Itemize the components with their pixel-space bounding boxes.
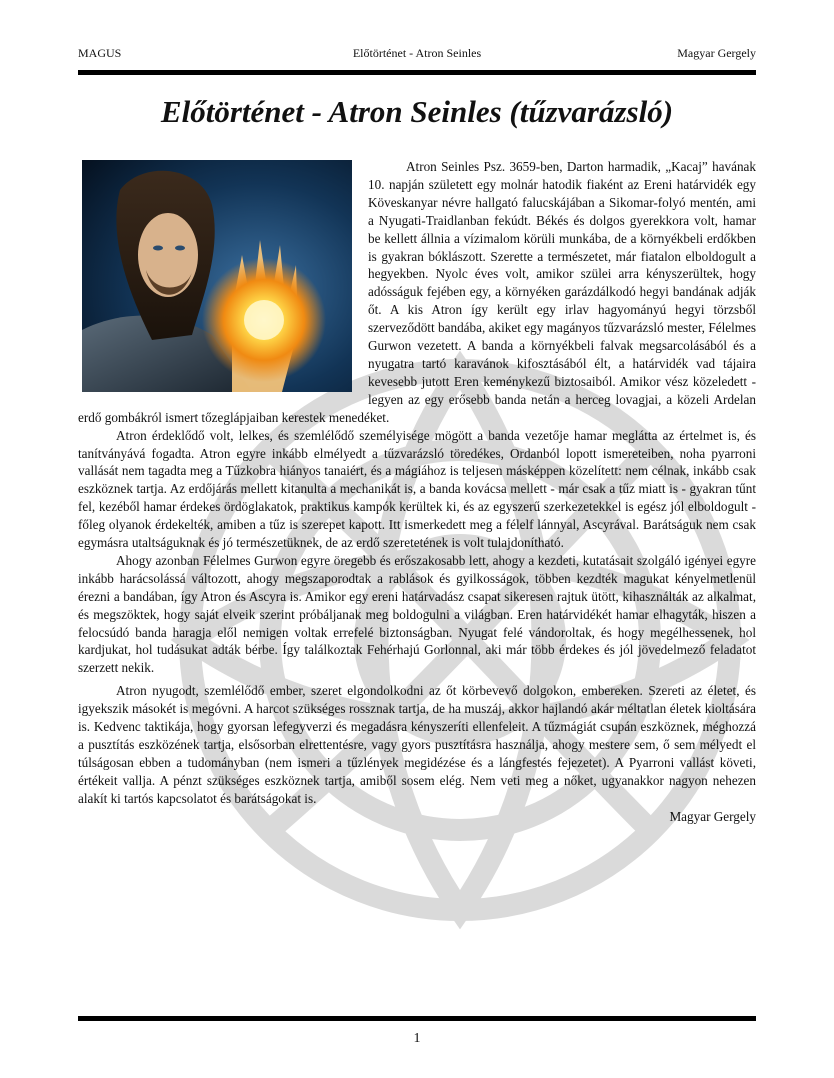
page-title: Előtörténet - Atron Seinles (tűzvarázsló)	[160, 94, 674, 129]
paragraph-3: Ahogy azonban Félelmes Gurwon egyre öregebb és erőszakosabb lett, ahogy a kezdeti, kutatásait szolgáló igényei egyre inkább harácsolássá változott, ahogy megszaporodtak a rablások és gyilkosságok, többen kezdték magukat kényelmetlenül érezni a bandában, így Atron és Ascyra is. Amikor egy ereni határvadász csapat sikeresen rajtuk ütött, kihasználták az alkalmat, és megszöktek, hogy saját elveik szerint próbáljanak meg boldogulni a világban. Eren határvidékét hamar elhagyták, hiszen a felocsúdó banda haragja elől nemigen voltak errefelé biztonságban. Nyugat felé vándoroltak, és hogy megélhessenek, hol kardjukat, hol tudásukat adták bérbe. Így találkoztak Fehérhajú Gorlonnal, aki már több érdekes és jól jövedelmező feladatot szerzett nekik.	[78, 552, 756, 676]
fire-mage-portrait-icon	[82, 160, 352, 392]
paragraph-4: Atron nyugodt, szemlélődő ember, szeret elgondolkodni az őt körbevevő dolgokon, embereken. Szereti az életet, és igyekszik másokét is megóvni. A harcot szükséges rossznak tartja, de ha muszáj, akkor hajlandó akár méltatlan életek kioltására is. Kedvenc taktikája, hogy gyorsan lefegyverzi és megadásra kényszeríti ellenfeleit. A tűzmágiát csupán eszköznek, méghozzá a pusztítás eszközének tartja, elsősorban elrettentésre, vagy gyors pusztításra használja, ahogy mestere sem, ő sem mélyedt el túlságosan ebben a tudományban (nem ismeri a tűzlények megidézése és a lángfestés fejezetet). A Pyarroni vallást követi, értékeit vallja. A pénzt szükséges eszköznek tartja, amiből sosem elég. Nem veti meg a nőket, ugyanakkor nagyon nehezen alakít ki tartós kapcsolatot és barátságokat is.	[78, 683, 756, 806]
header-center-text: Előtörténet - Atron Seinles	[352, 46, 482, 60]
author-signature: Magyar Gergely	[669, 808, 756, 824]
header-right-text: Magyar Gergely	[677, 46, 756, 60]
paragraph-2: Atron érdeklődő volt, lelkes, és szemlélődő személyisége mögött a banda vezetője hamar meglátta az értelmet is, és tanítványává fogadta. Atron egyre inkább elmélyedt a tűzvarázsló töredékes, Ordanból lopott ismereteiben, noha pyarroni vallását nem tagadta meg a Tűzkobra hiányos tanaiért, és a mágiához is teljesen másképpen közelített: nem célnak, inkább csak eszköznek tartja. Az erdőjárás mellett kitanulta a mechanikát is, a banda kovácsa mellett - már csak a tűz miatt is - gyakran tűnt fel, kezéből hamar érdekes ördöglakatok, praktikus kampók kerültek ki, és az egyszerű szerkezetekkel is egész jól elboldogult - főleg olyanok érdekelték, amiben a tűz is szerepet kapott. Itt ismerkedett meg a félelf lánnyal, Ascyrával. Barátságuk nem csak egymásra utaltságuknak és jó természetüknek, de az erdő szeretetének is volt tulajdonítható.	[78, 427, 756, 551]
body-text	[78, 158, 756, 826]
paragraph-1: Atron Seinles Psz. 3659-ben, Darton harmadik, „Kacaj” havának 10. napján született egy molnár hatodik fiaként az Ereni határvidék egy Köveskanyar névre hallgató falucskájában a Sikomar-folyó mentén, ami a Nyugati-Traidlanban fekúdt. Békés és dolgos gyerekkora volt, hamar be kellett állnia a vízimalom körüli munkába, de a környékbeli erdőkben is gyakran bóklászott. Szerette a természetet, már fiatalon elboldogult a hegyekben. Nyolc éves volt, amikor szülei arra kényszerültek, hogy adósságuk fejében egy, a környéken garázdálkodó hegyi bandának adják őt. A kis Atron így került egy irlav hagyományú hegyi törzsből szerveződött bandába, akiket egy magányos tűzvarázsló mester, Félelmes Gurwon vezetett. A banda a környékbeli falvak megsarcolásából és a nyugatra tartó karavánok kifosztásából élt, a határvidék vad tájaira kevesebb jutott Eren keménykezű biztosaiból. Amikor vész közeledett - legyen az egy erősebb banda netán a herceg lovagjai, a közeli Ardelan erdő gombákról ismert tőzeglápjaiban kerestek menedéket.	[78, 159, 756, 425]
page-header	[78, 46, 756, 64]
footer-rule	[78, 1016, 756, 1021]
header-rule	[78, 70, 756, 75]
page-number: 1	[413, 1031, 421, 1046]
header-left-text: MAGUS	[78, 46, 122, 60]
